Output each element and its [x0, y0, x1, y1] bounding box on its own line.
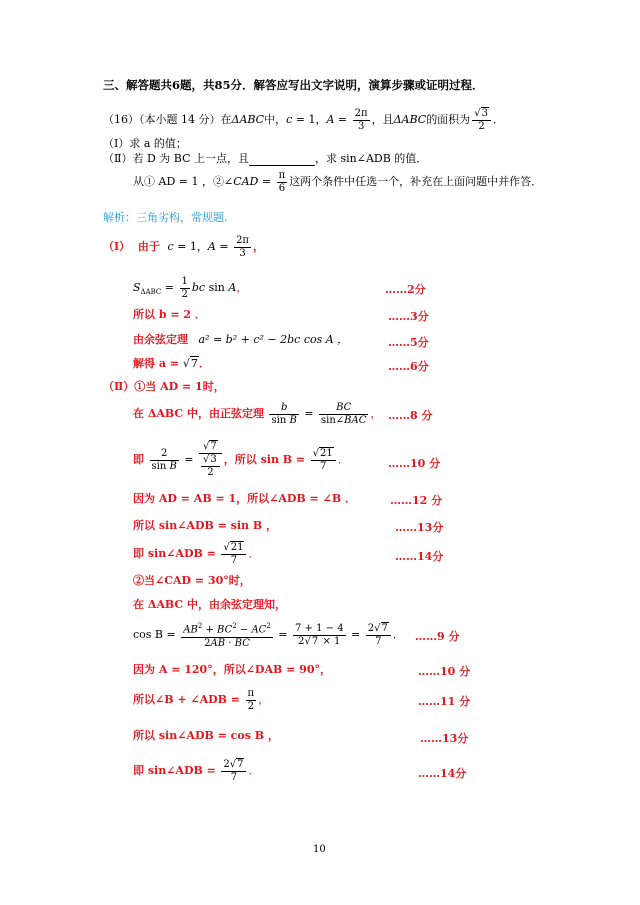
- ji-line-1: 即 $\frac{2}{\text{sin B}}$ = $\frac{√7}{\frac{√3}{2}}$ ，所以 sin B = $\frac{√21}{7}$ ．: [133, 441, 349, 478]
- score-2: ……2分: [385, 283, 426, 296]
- because-2: 因为 A = 120°，所以∠DAB = 90°，: [133, 663, 331, 676]
- problem-intro: （16）（本小题 14 分）在ΔABC中，c = 1，A = $\frac{2\pi}{3}$ ，且ΔABC的面积为 $\frac{√3}{2}$ ．: [103, 107, 504, 132]
- score-10-b: ……10 分: [418, 665, 471, 678]
- fraction-sqrt3-2: $\frac{√3}{2}$: [472, 108, 491, 133]
- score-5: ……5分: [388, 336, 429, 349]
- so-b: 所以 b = 2 ．: [133, 308, 206, 321]
- part2-case1: （Ⅱ）①当 AD = 1时，: [103, 380, 225, 393]
- score-14-b: ……14分: [418, 767, 467, 780]
- fraction-2pi-3: $\frac{2\pi}{3}$: [354, 107, 368, 132]
- score-9: ……9 分: [415, 630, 460, 643]
- so-sinADB-eq: 所以 sin∠ADB = sin B ，: [133, 519, 277, 532]
- so-sin-cos: 所以 sin∠ADB = cos B ，: [133, 729, 279, 742]
- page-number: 10: [313, 844, 326, 855]
- so-sum-line: 所以∠B + ∠ADB = $\frac{\pi}{2}$ ，: [133, 687, 270, 712]
- score-13-b: ……13分: [420, 732, 469, 745]
- fill-blank: [249, 154, 315, 166]
- problem-choice: 从① AD = 1 ，②∠CAD = $\frac{\pi}{6}$ 这两个条件中任选一个，补充在上面问题中并作答．: [133, 169, 543, 194]
- part2-case2: ②当∠CAD = 30°时，: [133, 574, 251, 587]
- cosB-line: cos B = $\frac{AB^2 + BC^2 - AC^2}{2AB \cdot BC}$ = $\frac{7 + 1 - 4}{2√7 \times 1}$ = $\frac{2√7}{7}$ ．: [133, 622, 404, 649]
- solve-a: 解得 a = √7．: [133, 357, 210, 370]
- ji-line-2: 即 sin∠ADB = $\frac{√21}{7}$ ．: [133, 541, 260, 566]
- analysis-text: 解析：三角劣构，常规题.: [103, 211, 228, 224]
- cos-law-2: 在 ΔABC 中，由余弦定理知，: [133, 598, 286, 611]
- fraction-pi-6: $\frac{\pi}{6}$: [278, 169, 286, 194]
- score-11: ……11 分: [418, 695, 471, 708]
- score-3: ……3分: [388, 310, 429, 323]
- ji-line-3: 即 sin∠ADB = $\frac{2√7}{7}$ ．: [133, 758, 260, 783]
- score-10-a: ……10 分: [388, 457, 441, 470]
- score-14-a: ……14分: [395, 550, 444, 563]
- score-6: ……6分: [388, 360, 429, 373]
- cosine-law-line: 由余弦定理 a² = b² + c² − 2bc cos A ，: [133, 333, 349, 346]
- score-12: ……12 分: [390, 494, 443, 507]
- because-1: 因为 AD = AB = 1，所以∠ADB = ∠B ．: [133, 492, 356, 505]
- sine-law-line: 在 ΔABC 中，由正弦定理 $\frac{b}{\text{sin B}}$ = $\frac{BC}{\text{sin∠BAC}}$ ，: [133, 401, 382, 426]
- score-13-a: ……13分: [395, 521, 444, 534]
- problem-part1: （Ⅰ）求 a 的值；: [103, 137, 187, 150]
- section-heading: 三、解答题共6题，共85分．解答应写出文字说明，演算步骤或证明过程．: [103, 78, 484, 92]
- solution-part1-since: （Ⅰ） 由于 c = 1，A = $\frac{2\pi}{3}$ ，: [103, 234, 264, 259]
- problem-part2: （Ⅱ）若 D 为 BC 上一点，且 ，求 sin∠ADB 的值．: [103, 152, 428, 165]
- score-8: ……8 分: [388, 409, 433, 422]
- area-formula: $S_{\Delta ABC}$ = $\frac{1}{2}$ bc sin A，: [133, 275, 248, 300]
